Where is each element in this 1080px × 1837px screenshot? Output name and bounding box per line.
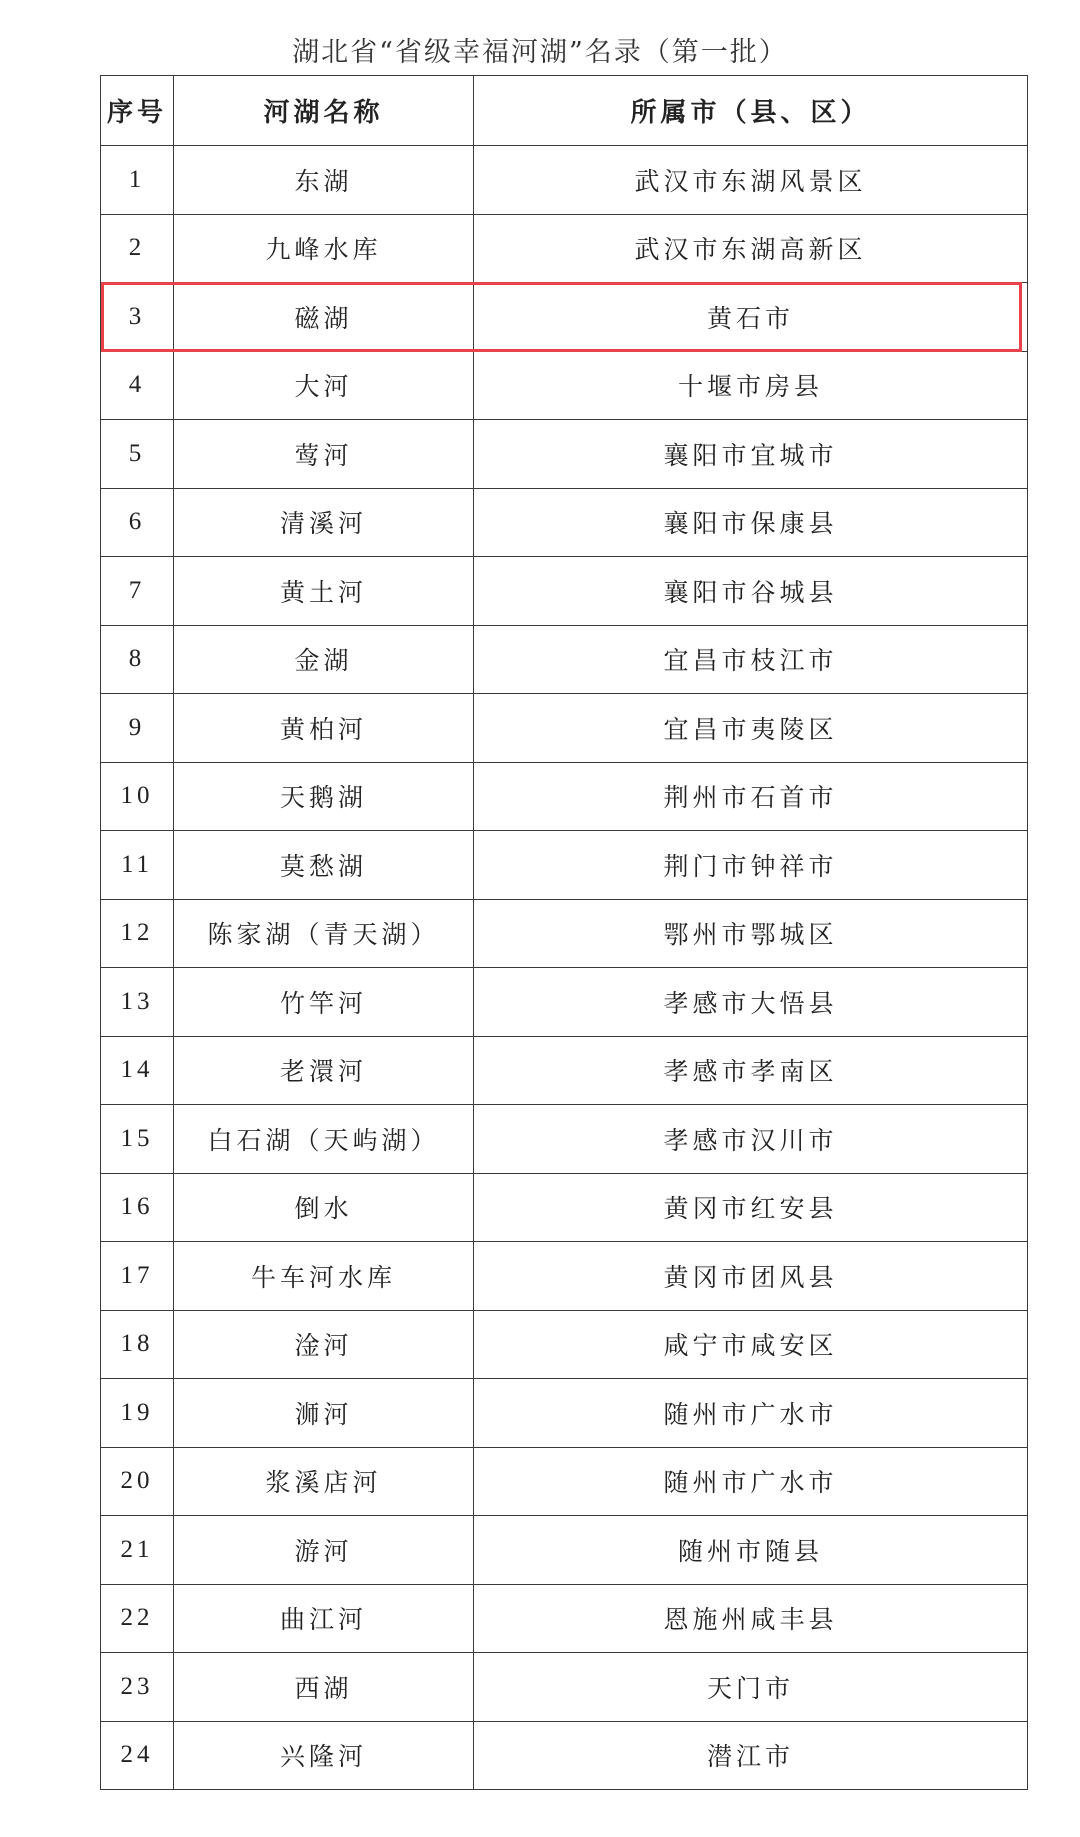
table-row [101,283,1028,352]
table-row [101,1584,1028,1653]
cell-serial-number: 2 [101,214,174,283]
cell-serial-number: 24 [101,1721,174,1790]
cell-river-lake-name: 大河 [174,351,474,420]
cell-city-county-district: 襄阳市谷城县 [474,557,1028,626]
cell-city-county-district: 荆门市钟祥市 [474,831,1028,900]
cell-river-lake-name: 浉河 [174,1379,474,1448]
cell-city-county-district: 黄冈市团风县 [474,1242,1028,1311]
cell-city-county-district: 孝感市汉川市 [474,1105,1028,1174]
cell-city-county-district: 潜江市 [474,1721,1028,1790]
table-row [101,625,1028,694]
cell-serial-number: 3 [101,283,174,352]
table-row [101,557,1028,626]
cell-city-county-district: 咸宁市咸安区 [474,1310,1028,1379]
header-serial-number: 序号 [101,76,174,146]
cell-serial-number: 6 [101,488,174,557]
cell-river-lake-name: 西湖 [174,1653,474,1722]
cell-serial-number: 10 [101,762,174,831]
header-river-lake-name: 河湖名称 [174,76,474,146]
cell-serial-number: 18 [101,1310,174,1379]
table-body [101,146,1028,1790]
cell-river-lake-name: 莫愁湖 [174,831,474,900]
cell-river-lake-name: 莺河 [174,420,474,489]
cell-serial-number: 8 [101,625,174,694]
cell-river-lake-name: 金湖 [174,625,474,694]
cell-city-county-district: 黄冈市红安县 [474,1173,1028,1242]
cell-serial-number: 4 [101,351,174,420]
cell-city-county-district: 天门市 [474,1653,1028,1722]
cell-city-county-district: 襄阳市保康县 [474,488,1028,557]
cell-city-county-district: 恩施州咸丰县 [474,1584,1028,1653]
cell-serial-number: 22 [101,1584,174,1653]
table-row [101,1242,1028,1311]
table-row [101,762,1028,831]
table-row [101,146,1028,215]
cell-river-lake-name: 九峰水库 [174,214,474,283]
cell-city-county-district: 黄石市 [474,283,1028,352]
table-row [101,1653,1028,1722]
cell-serial-number: 20 [101,1447,174,1516]
cell-river-lake-name: 陈家湖（青天湖） [174,899,474,968]
table-row [101,968,1028,1037]
cell-serial-number: 9 [101,694,174,763]
cell-river-lake-name: 曲江河 [174,1584,474,1653]
cell-city-county-district: 随州市广水市 [474,1447,1028,1516]
cell-city-county-district: 武汉市东湖风景区 [474,146,1028,215]
cell-river-lake-name: 牛车河水库 [174,1242,474,1311]
cell-river-lake-name: 游河 [174,1516,474,1585]
table-row [101,420,1028,489]
table-row [101,831,1028,900]
cell-city-county-district: 襄阳市宜城市 [474,420,1028,489]
cell-city-county-district: 孝感市孝南区 [474,1036,1028,1105]
cell-serial-number: 11 [101,831,174,900]
cell-city-county-district: 宜昌市夷陵区 [474,694,1028,763]
cell-serial-number: 12 [101,899,174,968]
table-header [101,76,1028,146]
cell-city-county-district: 荆州市石首市 [474,762,1028,831]
cell-river-lake-name: 兴隆河 [174,1721,474,1790]
cell-river-lake-name: 天鹅湖 [174,762,474,831]
river-lake-table [100,75,1028,1790]
cell-serial-number: 15 [101,1105,174,1174]
cell-serial-number: 7 [101,557,174,626]
table-row [101,1173,1028,1242]
cell-serial-number: 1 [101,146,174,215]
cell-river-lake-name: 淦河 [174,1310,474,1379]
header-city-county-district: 所属市（县、区） [474,76,1028,146]
cell-river-lake-name: 黄柏河 [174,694,474,763]
table-row [101,1105,1028,1174]
table-row [101,1379,1028,1448]
cell-serial-number: 14 [101,1036,174,1105]
table-row [101,1036,1028,1105]
cell-river-lake-name: 东湖 [174,146,474,215]
cell-river-lake-name: 老澴河 [174,1036,474,1105]
cell-river-lake-name: 磁湖 [174,283,474,352]
cell-city-county-district: 随州市广水市 [474,1379,1028,1448]
cell-river-lake-name: 倒水 [174,1173,474,1242]
table-row [101,488,1028,557]
cell-river-lake-name: 竹竿河 [174,968,474,1037]
cell-river-lake-name: 黄土河 [174,557,474,626]
cell-river-lake-name: 清溪河 [174,488,474,557]
cell-city-county-district: 鄂州市鄂城区 [474,899,1028,968]
table-row [101,351,1028,420]
cell-city-county-district: 随州市随县 [474,1516,1028,1585]
header-row [101,76,1028,146]
table-row [101,1516,1028,1585]
table-row [101,694,1028,763]
table-row [101,214,1028,283]
table-row [101,899,1028,968]
cell-serial-number: 5 [101,420,174,489]
cell-city-county-district: 宜昌市枝江市 [474,625,1028,694]
table-row [101,1310,1028,1379]
cell-serial-number: 16 [101,1173,174,1242]
cell-city-county-district: 孝感市大悟县 [474,968,1028,1037]
cell-city-county-district: 十堰市房县 [474,351,1028,420]
document-title: 湖北省“省级幸福河湖”名录（第一批） [292,37,788,68]
cell-serial-number: 19 [101,1379,174,1448]
cell-city-county-district: 武汉市东湖高新区 [474,214,1028,283]
cell-serial-number: 23 [101,1653,174,1722]
cell-serial-number: 13 [101,968,174,1037]
cell-serial-number: 17 [101,1242,174,1311]
cell-river-lake-name: 浆溪店河 [174,1447,474,1516]
cell-river-lake-name: 白石湖（天屿湖） [174,1105,474,1174]
cell-serial-number: 21 [101,1516,174,1585]
table-row [101,1447,1028,1516]
table-row [101,1721,1028,1790]
